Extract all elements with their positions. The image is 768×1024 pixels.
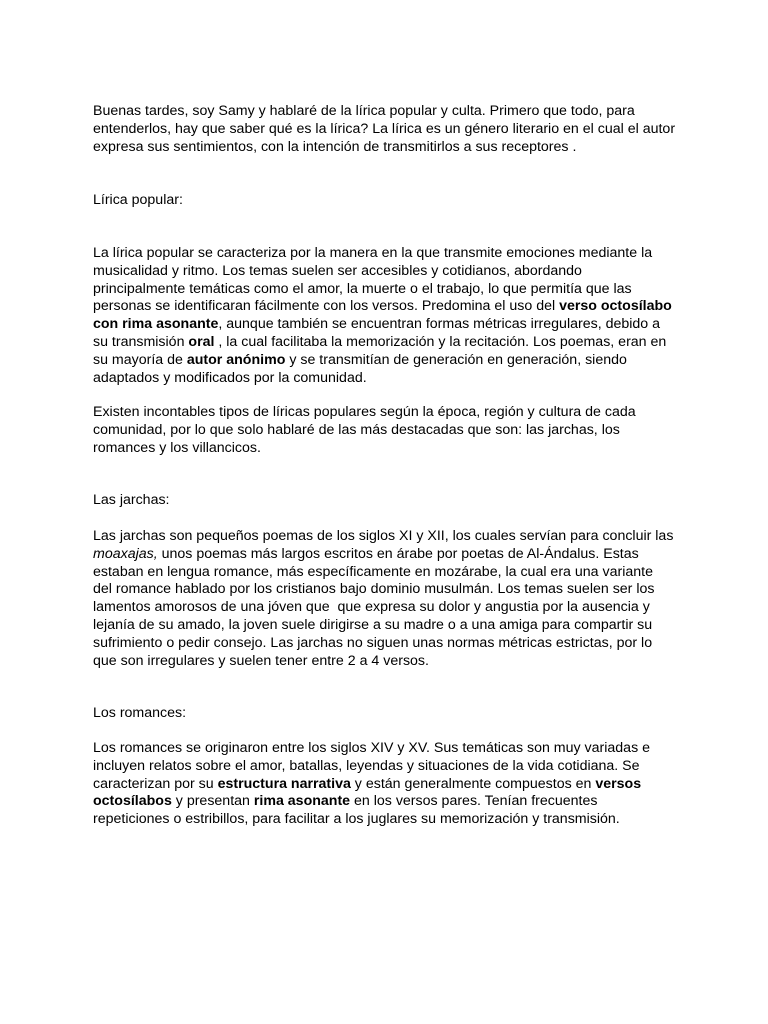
intro-paragraph: [93, 103, 683, 156]
paragraph-line: que son irregulares y suelen tener entre 2 a 4 versos.: [93, 652, 429, 669]
bold-term: estructura narrativa: [217, 775, 351, 792]
paragraph-line: musicalidad y ritmo. Los temas suelen ser accesibles y cotidianos, abordando: [93, 262, 582, 279]
paragraph-line: [93, 352, 683, 370]
lirica-popular-paragraph: [93, 245, 683, 387]
section-heading-romances: [93, 705, 683, 723]
text-run: , aunque también se encuentran formas métricas irregulares, debido a: [218, 316, 661, 333]
intro-line: entenderlos, hay que saber qué es la lírica? La lírica es un género literario en el cual el autor: [93, 120, 676, 137]
paragraph-line: [93, 334, 683, 352]
paragraph-line: del romance hablado por los cristianos bajo dominio musulmán. Los temas suelen ser los: [93, 581, 655, 598]
paragraph-line: [93, 546, 683, 564]
paragraph-line: Existen incontables tipos de líricas populares según la época, región y cultura de cada: [93, 404, 636, 420]
text-run: personas se identificaran fácilmente con los versos. Predomina el uso del: [93, 298, 560, 315]
section-heading-jarchas: [93, 492, 683, 510]
intro-line: expresa sus sentimientos, con la intención de transmitirlos a sus receptores .: [93, 138, 577, 155]
bold-term: octosílabos: [93, 793, 172, 810]
romances-paragraph: [93, 740, 683, 829]
paragraph-line: [93, 793, 683, 811]
text-run: y presentan: [171, 793, 254, 810]
paragraph-line: sufrimiento o pedir consejo. Las jarchas no siguen unas normas métricas estrictas, por lo: [93, 634, 653, 651]
text-run: su mayoría de: [93, 351, 187, 368]
bold-term: rima asonante: [253, 793, 351, 810]
paragraph-line: romances y los villancicos.: [93, 439, 261, 456]
text-run: caracterizan por su: [93, 775, 218, 792]
text-run: , la cual facilitaba la memorización y la recitación. Los poemas, eran en: [214, 333, 667, 350]
italic-term: moaxajas,: [93, 545, 158, 562]
jarchas-paragraph: [93, 528, 683, 670]
lirica-popular-types-paragraph: [93, 404, 683, 457]
heading-text: Los romances:: [93, 705, 187, 721]
heading-text: Lírica popular:: [93, 192, 183, 208]
paragraph-line: comunidad, por lo que solo hablaré de las más destacadas que son: las jarchas, los: [93, 421, 620, 438]
paragraph-line: incluyen relatos sobre el amor, batallas, leyendas y situaciones de la vida cotidiana. Se: [93, 757, 640, 774]
paragraph-line: [93, 298, 683, 316]
bold-term: versos: [595, 775, 642, 792]
text-run: en los versos pares. Tenían frecuentes: [350, 793, 598, 810]
bold-term: con rima asonante: [93, 316, 219, 333]
paragraph-line: repeticiones o estribillos, para facilitar a los juglares su memorización y transmisión.: [93, 811, 620, 828]
text-run: y están generalmente compuestos en: [350, 775, 596, 792]
paragraph-line: lejanía de su amado, la joven suele dirigirse a su madre o a una amiga para compartir su: [93, 616, 653, 633]
bold-term: verso octosílabo: [559, 298, 672, 315]
paragraph-line: estaban en lengua romance, más específicamente en mozárabe, la cual era una variante: [93, 563, 653, 580]
bold-term: oral: [188, 333, 215, 350]
bold-term: autor anónimo: [186, 351, 286, 368]
paragraph-line: Las jarchas son pequeños poemas de los siglos XI y XII, los cuales servían para concluir las: [93, 528, 674, 544]
paragraph-line: lamentos amorosos de una jóven que que expresa su dolor y angustia por la ausencia y: [93, 599, 650, 616]
paragraph-line: principalmente temáticas como el amor, la muerte o el trabajo, lo que permitía que las: [93, 280, 632, 297]
heading-text: Las jarchas:: [93, 492, 170, 508]
text-run: su transmisión: [93, 333, 189, 350]
paragraph-line: La lírica popular se caracteriza por la manera en la que transmite emociones mediante la: [93, 245, 653, 261]
paragraph-line: [93, 316, 683, 334]
intro-line: Buenas tardes, soy Samy y hablaré de la lírica popular y culta. Primero que todo, para: [93, 103, 635, 119]
paragraph-line: [93, 776, 683, 794]
paragraph-line: Los romances se originaron entre los siglos XIV y XV. Sus temáticas son muy variadas e: [93, 740, 650, 756]
paragraph-line: adaptados y modificados por la comunidad.: [93, 369, 367, 386]
text-run: unos poemas más largos escritos en árabe por poetas de Al-Ándalus. Estas: [157, 545, 639, 562]
text-run: y se transmitían de generación en generación, siendo: [285, 351, 627, 368]
section-heading-lirica-popular: [93, 192, 683, 210]
